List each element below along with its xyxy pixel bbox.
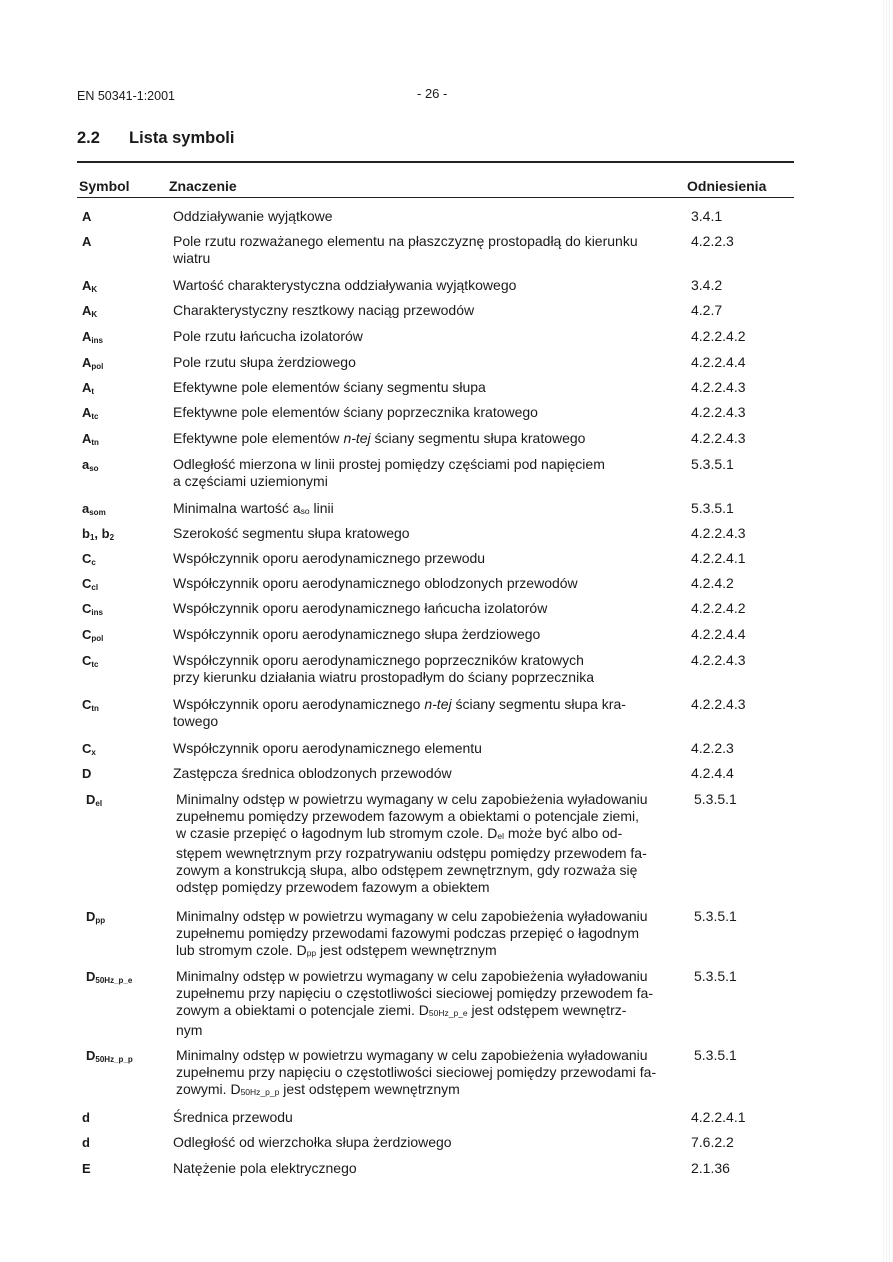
meaning-line: Współczynnik oporu aerodynamicznego łańcucha izolatorów — [173, 600, 548, 616]
symbol-letter: C — [82, 576, 92, 591]
reference-cell: 5.3.5.1 — [694, 791, 737, 807]
meaning-text: Minimalna wartość a — [173, 500, 301, 516]
reference-cell: 4.2.2.4.3 — [691, 379, 746, 395]
meaning-cell — [173, 765, 681, 782]
symbol-cell — [82, 1160, 91, 1177]
meaning-line: Współczynnik oporu aerodynamicznego poprzeczników kratowych — [173, 652, 584, 668]
meaning-line: Pole rzutu rozważanego elementu na płaszczyznę prostopadłą do kierunku — [173, 233, 638, 249]
symbol-subscript: 1 — [89, 533, 95, 542]
symbol-letter: a — [82, 501, 90, 516]
symbol-letter: A — [82, 303, 92, 318]
meaning-cell — [173, 1109, 681, 1126]
table-header-rule — [77, 197, 794, 198]
symbol-cell — [86, 908, 105, 929]
meaning-line: Odległość mierzona w linii prostej pomiędzy częściami pod napięciem — [173, 456, 605, 472]
meaning-cell — [176, 968, 684, 1039]
meaning-text: jest odstępem wewnętrznym — [316, 942, 497, 958]
meaning-line: Minimalny odstęp w powietrzu wymagany w celu zapobieżenia wyładowaniu — [176, 908, 648, 924]
meaning-line: towego — [173, 713, 219, 729]
meaning-cell — [173, 379, 681, 396]
reference-cell: 3.4.2 — [691, 277, 723, 293]
meaning-line: Natężenie pola elektrycznego — [173, 1160, 357, 1176]
reference-cell: 7.6.2.2 — [691, 1134, 734, 1150]
meaning-line: a częściami uziemionymi — [173, 473, 328, 489]
reference-cell: 4.2.4.2 — [691, 575, 734, 591]
meaning-cell — [173, 302, 681, 319]
symbol-subscript: 50Hz_p_p — [95, 1055, 133, 1064]
meaning-cell — [173, 626, 681, 643]
symbol-subscript: K — [91, 310, 98, 319]
column-header-references: Odniesienia — [687, 178, 767, 194]
meaning-line: zupełnemu pomiędzy przewodem fazowym a obiektami o potencjale ziemi, — [176, 808, 639, 824]
reference-cell: 5.3.5.1 — [694, 968, 737, 984]
symbol-subscript: tc — [91, 412, 99, 421]
meaning-line: odstęp pomiędzy przewodem fazowym a obiektem — [176, 879, 490, 895]
symbol-cell — [82, 302, 97, 323]
meaning-cell — [173, 550, 681, 567]
symbol-cell — [82, 696, 99, 717]
symbol-subscript: tc — [91, 660, 99, 669]
meaning-line: przy kierunku działania wiatru prostopadłym do ściany poprzecznika — [173, 669, 594, 685]
symbol-subscript: el — [95, 799, 103, 808]
section-number: 2.2 — [77, 129, 100, 147]
meaning-line: Współczynnik oporu aerodynamicznego elementu — [173, 740, 482, 756]
reference-cell: 4.2.2.4.4 — [691, 354, 746, 370]
meaning-cell — [173, 652, 681, 686]
symbol-letter: b — [82, 526, 90, 541]
meaning-text: ściany segmentu słupa kra- — [451, 696, 626, 712]
symbol-letter: D — [86, 969, 96, 984]
meaning-line: Zastępcza średnica oblodzonych przewodów — [173, 765, 452, 781]
meaning-cell — [173, 1134, 681, 1151]
meaning-line: Średnica przewodu — [173, 1109, 293, 1125]
symbol-cell — [82, 550, 96, 571]
symbol-cell — [82, 626, 103, 647]
symbol-subscript-2: 2 — [109, 533, 115, 542]
symbol-letter: A — [82, 405, 92, 420]
meaning-line: stępem wewnętrznym przy rozpatrywaniu odstępu pomiędzy przewodem fa- — [176, 845, 647, 861]
meaning-subscript: so — [300, 506, 310, 516]
meaning-line: Wartość charakterystyczna oddziaływania wyjątkowego — [173, 277, 517, 293]
symbol-cell — [82, 652, 99, 673]
symbol-cell — [86, 1047, 133, 1068]
meaning-cell — [173, 456, 681, 490]
meaning-text: Efektywne pole elementów — [173, 430, 344, 446]
meaning-text: jest odstępem wewnętrznym — [279, 1081, 460, 1097]
meaning-text: jest odstępem wewnętrz- — [467, 1002, 627, 1018]
reference-cell: 4.2.7 — [691, 302, 723, 318]
meaning-cell — [173, 404, 681, 421]
meaning-cell — [176, 791, 684, 896]
meaning-line: nym — [176, 1022, 203, 1038]
symbol-cell — [82, 600, 103, 621]
symbol-cell — [82, 277, 97, 298]
column-header-symbol: Symbol — [79, 178, 130, 194]
symbol-letter: A — [82, 278, 92, 293]
symbol-subscript: K — [91, 285, 98, 294]
column-header-meaning: Znaczenie — [169, 178, 237, 194]
meaning-line: Szerokość segmentu słupa kratowego — [173, 525, 410, 541]
symbol-letter: d — [82, 1135, 90, 1150]
symbol-extra: , b — [94, 526, 110, 541]
symbol-letter: C — [82, 551, 92, 566]
symbol-letter: E — [82, 1161, 91, 1176]
meaning-line — [173, 696, 681, 713]
meaning-line: Charakterystyczny resztkowy naciąg przewodów — [173, 302, 475, 318]
symbol-subscript: cl — [91, 583, 99, 592]
meaning-cell — [173, 600, 681, 617]
reference-cell: 4.2.2.4.3 — [691, 430, 746, 446]
symbol-letter: D — [86, 792, 96, 807]
symbol-subscript: tn — [91, 438, 99, 447]
symbol-letter: C — [82, 601, 92, 616]
symbol-cell — [82, 404, 99, 425]
meaning-cell — [173, 328, 681, 345]
meaning-line: Oddziaływanie wyjątkowe — [173, 208, 333, 224]
symbol-subscript: pp — [95, 916, 106, 925]
meaning-cell — [173, 277, 681, 294]
meaning-subscript: 50Hz_p_p — [240, 1087, 280, 1097]
reference-cell: 4.2.2.4.1 — [691, 1109, 746, 1125]
symbol-cell — [82, 430, 99, 451]
reference-cell: 4.2.2.3 — [691, 740, 734, 756]
symbol-subscript: som — [89, 508, 106, 517]
symbol-letter: A — [82, 209, 92, 224]
meaning-text: w czasie przepięć o łagodnym lub stromym czole. D — [176, 825, 498, 841]
symbol-cell — [82, 765, 91, 782]
meaning-cell — [173, 696, 681, 730]
reference-cell: 3.4.1 — [691, 208, 723, 224]
meaning-cell — [173, 430, 681, 447]
symbol-cell — [82, 233, 91, 250]
meaning-line: zupełnemu przy napięciu o częstotliwości sieciowej pomiędzy przewodem fa- — [176, 985, 653, 1001]
symbol-cell — [82, 1109, 90, 1126]
meaning-line: Pole rzutu słupa żerdziowego — [173, 354, 356, 370]
meaning-cell — [173, 575, 681, 592]
symbol-cell — [82, 456, 99, 477]
symbol-subscript: t — [91, 387, 95, 396]
symbol-cell — [82, 575, 98, 596]
reference-cell: 4.2.4.4 — [691, 765, 734, 781]
symbol-cell — [82, 740, 96, 761]
symbol-subscript: pol — [91, 362, 104, 371]
reference-cell: 4.2.2.4.2 — [691, 600, 746, 616]
symbol-letter: d — [82, 1110, 90, 1125]
symbol-subscript: pol — [91, 634, 104, 643]
meaning-text: zowym a obiektami o potencjale ziemi. D — [176, 1002, 429, 1018]
meaning-cell — [173, 740, 681, 757]
reference-cell: 5.3.5.1 — [694, 1047, 737, 1063]
symbol-cell — [82, 500, 106, 521]
symbol-letter: D — [86, 909, 96, 924]
symbol-letter: C — [82, 741, 92, 756]
reference-cell: 4.2.2.4.1 — [691, 550, 746, 566]
symbol-cell — [82, 525, 114, 546]
symbol-letter: C — [82, 653, 92, 668]
reference-cell: 4.2.2.3 — [691, 233, 734, 249]
meaning-line: zowym a konstrukcją słupa, albo odstępem zewnętrznym, gdy rozważa się — [176, 862, 638, 878]
meaning-line: Odległość od wierzchołka słupa żerdziowego — [173, 1134, 452, 1150]
reference-cell: 4.2.2.4.3 — [691, 525, 746, 541]
symbol-letter: A — [82, 234, 92, 249]
meaning-line — [176, 1002, 684, 1022]
symbol-subscript: c — [91, 558, 96, 567]
meaning-text: zowymi. D — [176, 1081, 241, 1097]
symbol-letter: A — [82, 380, 92, 395]
meaning-line: Współczynnik oporu aerodynamicznego oblodzonych przewodów — [173, 575, 578, 591]
meaning-line — [176, 1081, 684, 1101]
reference-cell: 5.3.5.1 — [691, 456, 734, 472]
symbol-letter: A — [82, 329, 92, 344]
meaning-subscript: pp — [306, 948, 317, 958]
reference-cell: 4.2.2.4.4 — [691, 626, 746, 642]
symbol-cell — [82, 208, 91, 225]
symbol-subscript: ins — [91, 608, 103, 617]
symbol-letter: D — [82, 766, 92, 781]
meaning-line: Efektywne pole elementów ściany segmentu słupa — [173, 379, 486, 395]
meaning-line: Współczynnik oporu aerodynamicznego słupa żerdziowego — [173, 626, 541, 642]
meaning-line: Efektywne pole elementów ściany poprzecznika kratowego — [173, 404, 538, 420]
meaning-cell — [173, 1160, 681, 1177]
meaning-cell — [173, 354, 681, 371]
meaning-line — [176, 942, 684, 962]
meaning-cell — [176, 1047, 684, 1101]
symbol-subscript: x — [91, 748, 96, 757]
reference-cell: 4.2.2.4.3 — [691, 696, 746, 712]
reference-cell: 4.2.2.4.3 — [691, 404, 746, 420]
reference-cell: 5.3.5.1 — [694, 908, 737, 924]
symbol-cell — [82, 328, 103, 349]
symbol-cell — [82, 1134, 90, 1151]
symbol-cell — [82, 354, 103, 375]
section-title: Lista symboli — [129, 129, 235, 147]
meaning-cell — [173, 525, 681, 542]
symbol-cell — [82, 379, 94, 400]
symbol-letter: D — [86, 1048, 96, 1063]
meaning-cell — [173, 233, 681, 267]
meaning-subscript: el — [497, 831, 504, 841]
meaning-line: wiatru — [173, 250, 211, 266]
meaning-text: linii — [309, 500, 334, 516]
meaning-cell — [173, 500, 681, 520]
symbol-subscript: tn — [91, 704, 99, 713]
page-header-doc-id: EN 50341-1:2001 — [77, 89, 175, 103]
symbol-cell — [86, 968, 132, 989]
page-number: - 26 - — [417, 86, 448, 101]
symbol-letter: A — [82, 355, 92, 370]
reference-cell: 2.1.36 — [691, 1160, 730, 1176]
reference-cell: 4.2.2.4.3 — [691, 652, 746, 668]
symbol-letter: C — [82, 627, 92, 642]
symbol-subscript: 50Hz_p_e — [95, 976, 133, 985]
meaning-line: Minimalny odstęp w powietrzu wymagany w celu zapobieżenia wyładowaniu — [176, 791, 648, 807]
meaning-text: Współczynnik oporu aerodynamicznego — [173, 696, 425, 712]
meaning-italic: n-tej — [343, 430, 371, 446]
reference-cell: 4.2.2.4.2 — [691, 328, 746, 344]
meaning-text: lub stromym czole. D — [176, 942, 307, 958]
symbol-letter: A — [82, 431, 92, 446]
scan-edge — [881, 0, 893, 1262]
meaning-line: zupełnemu przy napięciu o częstotliwości sieciowej pomiędzy przewodami fa- — [176, 1064, 657, 1080]
symbol-subscript: ins — [91, 336, 103, 345]
meaning-subscript: 50Hz_p_e — [428, 1008, 468, 1018]
meaning-italic: n-tej — [424, 696, 452, 712]
meaning-line — [173, 430, 681, 447]
meaning-line: zupełnemu pomiędzy przewodami fazowymi podczas przepięć o łagodnym — [176, 925, 640, 941]
meaning-line — [173, 500, 681, 520]
meaning-line: Minimalny odstęp w powietrzu wymagany w celu zapobieżenia wyładowaniu — [176, 1047, 648, 1063]
meaning-line: Współczynnik oporu aerodynamicznego przewodu — [173, 550, 486, 566]
symbol-cell — [86, 791, 102, 812]
meaning-line — [176, 825, 684, 845]
meaning-cell — [176, 908, 684, 962]
symbol-letter: C — [82, 697, 92, 712]
reference-cell: 5.3.5.1 — [691, 500, 734, 516]
meaning-cell — [173, 208, 681, 225]
meaning-line: Pole rzutu łańcucha izolatorów — [173, 328, 363, 344]
symbol-letter: a — [82, 457, 90, 472]
section-heading — [77, 129, 234, 148]
meaning-line: Minimalny odstęp w powietrzu wymagany w celu zapobieżenia wyładowaniu — [176, 968, 648, 984]
symbol-subscript: so — [89, 464, 99, 473]
meaning-text: może być albo od- — [503, 825, 623, 841]
meaning-text: ściany segmentu słupa kratowego — [370, 430, 586, 446]
table-top-rule — [77, 161, 794, 163]
